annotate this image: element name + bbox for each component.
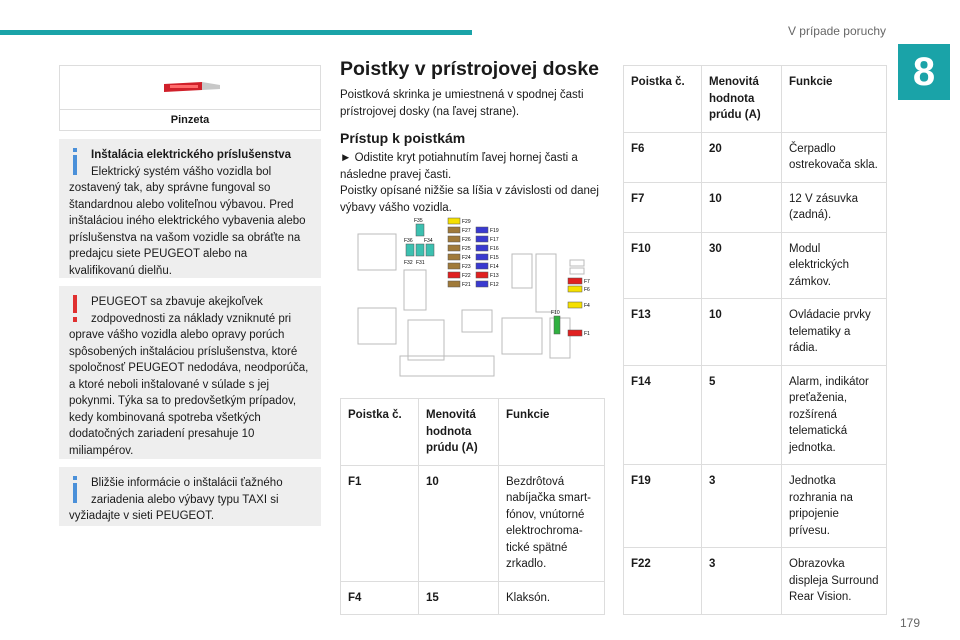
fuse-mid-right xyxy=(476,272,488,278)
fuse-amp: 30 xyxy=(702,232,782,299)
table-row xyxy=(624,232,887,299)
fuse-mid-left xyxy=(448,263,460,269)
fuse-amp: 10 xyxy=(419,465,499,581)
fuse-function: 12 V zásuvka (zadná). xyxy=(782,182,887,232)
info-icon xyxy=(71,148,79,176)
fuse-label: F27 xyxy=(462,228,471,234)
col-fuse-header: Poistka č. xyxy=(341,399,419,466)
col-amp-header: Menovitá hodnota prúdu (A) xyxy=(419,399,499,466)
table-row xyxy=(341,581,605,615)
fuse-label: F36 xyxy=(404,238,413,244)
fuse-label: F4 xyxy=(584,303,590,309)
fuse-mid-left xyxy=(448,236,460,242)
col-function-header: Funkcie xyxy=(499,399,605,466)
fuse-f35 xyxy=(416,224,424,236)
fuse-f36 xyxy=(406,244,414,256)
tool-figure xyxy=(59,65,321,131)
fuse-label: F25 xyxy=(462,246,471,252)
fuse-mid-left xyxy=(448,218,460,224)
fuse-number: F22 xyxy=(624,548,702,615)
section-title: Poistky v prístrojovej doske xyxy=(340,58,600,80)
table-row xyxy=(624,365,887,465)
note-text: oprave vášho vozidla alebo opravy porúch spôsobených inštaláciou príslušenstva, ktoré spoločnosť PEUGEOT nedodáva, neodporúča, a ktoré neboli inštalované v súlade s jej pokynmi. Týka sa to predovšetkým prípadov, kedy kombinovaná spotreba všetkých dodatočných zariadení presahuje 10 miliampérov. xyxy=(69,329,309,457)
table-row xyxy=(624,299,887,366)
fuse-number: F14 xyxy=(624,365,702,465)
table-row xyxy=(624,132,887,182)
fuse-label: F1 xyxy=(584,331,590,337)
fuse-mid-right xyxy=(476,236,488,242)
note-first-line: PEUGEOT sa zbavuje akejkoľvek zodpovednosti za náklady vzniknuté pri xyxy=(91,296,292,325)
fuse-number: F6 xyxy=(624,132,702,182)
section-intro: Poistková skrinka je umiestnená v spodnej časti prístrojovej dosky (na ľavej strane). xyxy=(340,89,584,118)
header-title: V prípade poruchy xyxy=(787,24,886,38)
fuse-mid-right xyxy=(476,281,488,287)
info-note-accessories xyxy=(59,139,321,278)
fuse-amp: 3 xyxy=(702,548,782,615)
fuse-label: F6 xyxy=(584,287,590,293)
fuse-label: F21 xyxy=(462,282,471,288)
col-function-header: Funkcie xyxy=(782,66,887,133)
warning-note-liability xyxy=(59,286,321,459)
tool-caption: Pinzeta xyxy=(170,114,210,126)
fuse-function: Klaksón. xyxy=(499,581,605,615)
fuse-label: F19 xyxy=(490,228,499,234)
info-note-towbar xyxy=(59,467,321,526)
fuse-mid-left xyxy=(448,254,460,260)
fuse-right xyxy=(568,302,582,308)
fuse-table-right xyxy=(623,65,887,615)
table-row xyxy=(624,182,887,232)
fuse-f10 xyxy=(554,316,560,334)
fuse-label: F15 xyxy=(490,255,499,261)
header-accent-bar xyxy=(0,30,472,35)
note-title: Inštalácia elektrického príslušenstva xyxy=(91,149,292,161)
section-step: ► Odistite kryt potiahnutím ľavej hornej časti a následne pravej časti. xyxy=(340,152,578,181)
fuse-number: F7 xyxy=(624,182,702,232)
fuse-function: Alarm, indikátor preťaženia, rozšírená telematická jednotka. xyxy=(782,365,887,465)
table-row xyxy=(341,465,605,581)
fuse-mid-left xyxy=(448,245,460,251)
table-row xyxy=(624,548,887,615)
fuse-label: F16 xyxy=(490,246,499,252)
fuse-label: F14 xyxy=(490,264,499,270)
fuse-amp: 5 xyxy=(702,365,782,465)
fuse-right xyxy=(568,286,582,292)
fuse-function: Modul elektrických zámkov. xyxy=(782,232,887,299)
fuse-amp: 15 xyxy=(419,581,499,615)
fuse-right xyxy=(568,278,582,284)
fuse-label: F26 xyxy=(462,237,471,243)
fuse-number: F19 xyxy=(624,465,702,548)
fuse-label: F29 xyxy=(462,219,471,225)
fuse-number: F10 xyxy=(624,232,702,299)
note-first-line: Elektrický systém vášho vozidla bol xyxy=(91,165,272,178)
fuse-section xyxy=(340,58,602,216)
fuse-function: Ovládacie prvky telematiky a rádia. xyxy=(782,299,887,366)
fuse-mid-right xyxy=(476,245,488,251)
fuse-f33 xyxy=(426,244,434,256)
note-text: vyžiadajte v sieti PEUGEOT. xyxy=(69,510,215,522)
fuse-box-diagram xyxy=(340,212,602,384)
fuse-mid-left xyxy=(448,272,460,278)
fuse-function: Jednotka rozhrania na pripojenie prívesu. xyxy=(782,465,887,548)
fuse-amp: 10 xyxy=(702,299,782,366)
fuse-number: F13 xyxy=(624,299,702,366)
fuse-label: F34 xyxy=(424,238,433,244)
table-row xyxy=(624,465,887,548)
fuse-label: F7 xyxy=(584,279,590,285)
fuse-function: Obrazovka displeja Surround Rear Vision. xyxy=(782,548,887,615)
col-amp-header: Menovitá hodnota prúdu (A) xyxy=(702,66,782,133)
section-subtitle: Prístup k poistkám xyxy=(340,130,466,146)
fuse-mid-right xyxy=(476,263,488,269)
fuse-mid-left xyxy=(448,227,460,233)
fuse-amp: 10 xyxy=(702,182,782,232)
warning-icon xyxy=(71,295,79,323)
fuse-f1 xyxy=(568,330,582,336)
fuse-label: F32 xyxy=(404,260,413,266)
fuse-label: F23 xyxy=(462,264,471,270)
fuse-label: F17 xyxy=(490,237,499,243)
fuse-function: Bezdrôtová nabíjačka smart- fónov, vnútorné elektrochroma- tické spätné zrkadlo. xyxy=(499,465,605,581)
info-icon xyxy=(71,476,79,504)
note-text: zostavený tak, aby správne fungoval so štandardnou alebo voliteľnou výbavou. Pred inštaláciou iného elektrického vybavenia alebo príslušenstva na vašom vozidle sa obráťte na predajcu siete PEUGEOT alebo na kvalifikovanú dielňu. xyxy=(69,182,306,277)
fuse-label: F10 xyxy=(551,310,560,316)
fuse-label: F35 xyxy=(414,218,423,224)
fuse-f34 xyxy=(416,244,424,256)
fuse-number: F4 xyxy=(341,581,419,615)
fuse-mid-left xyxy=(448,281,460,287)
tweezers-icon xyxy=(60,66,320,110)
page-number: 179 xyxy=(899,616,920,630)
fuse-label: F22 xyxy=(462,273,471,279)
fuse-amp: 20 xyxy=(702,132,782,182)
col-fuse-header: Poistka č. xyxy=(624,66,702,133)
fuse-number: F1 xyxy=(341,465,419,581)
tweezers-picture xyxy=(60,66,320,110)
fuse-mid-right xyxy=(476,254,488,260)
chapter-number: 8 xyxy=(898,44,950,100)
fuse-label: F24 xyxy=(462,255,471,261)
note-first-line: Bližšie informácie o inštalácii ťažného zariadenia alebo výbavy typu TAXI si xyxy=(91,477,283,506)
section-note: Poistky opísané nižšie sa líšia v závislosti od danej výbavy vášho vozidla. xyxy=(340,185,599,214)
fuse-label: F12 xyxy=(490,282,499,288)
fuse-table-left xyxy=(340,398,605,615)
fuse-function: Čerpadlo ostrekovača skla. xyxy=(782,132,887,182)
fuse-mid-right xyxy=(476,227,488,233)
fuse-amp: 3 xyxy=(702,465,782,548)
fuse-label: F13 xyxy=(490,273,499,279)
fuse-label: F31 xyxy=(416,260,425,266)
